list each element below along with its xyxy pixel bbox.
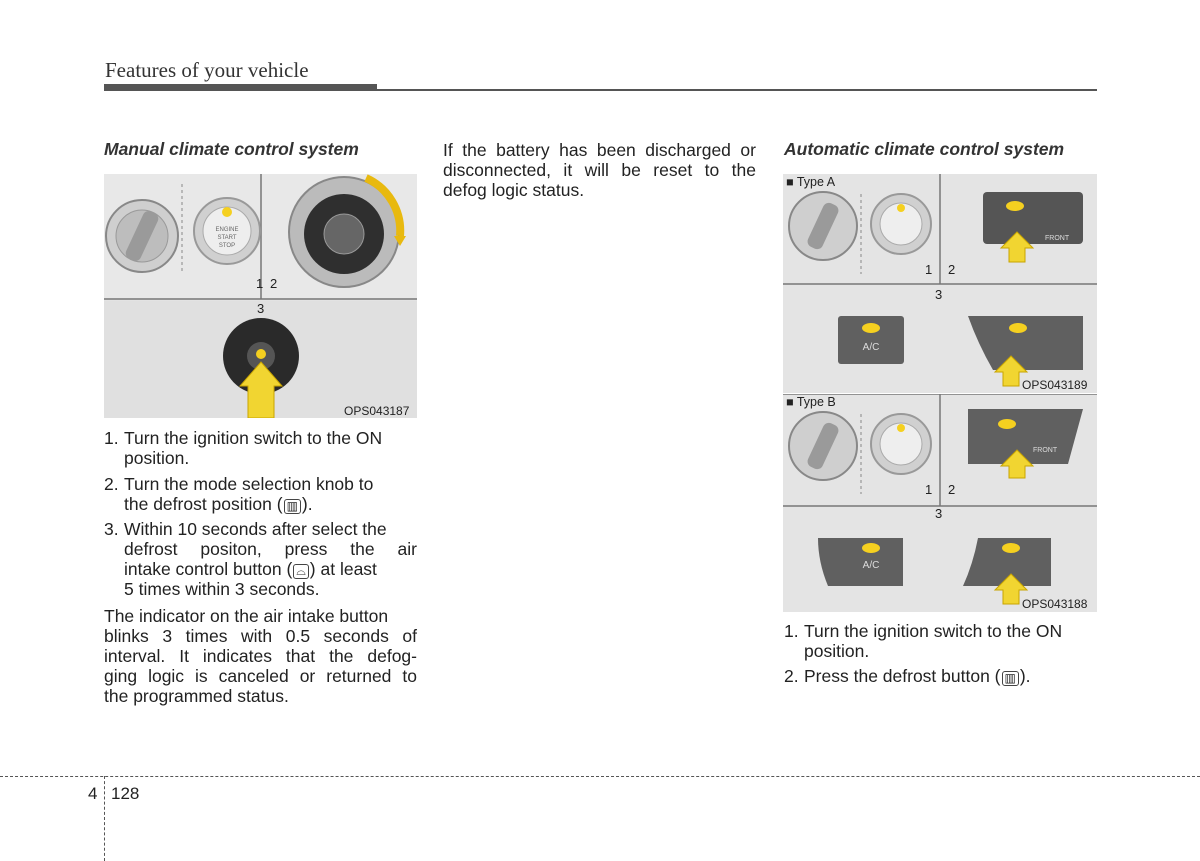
defrost-icon: ▥ — [1002, 671, 1019, 686]
air-intake-icon: ⌓ — [293, 564, 309, 579]
step-fragment: the defrost position ( — [124, 494, 283, 514]
manual-figure — [104, 174, 417, 418]
manual-label-1: 1 — [256, 276, 264, 291]
header-rule — [377, 89, 1097, 91]
page-header-title: Features of your vehicle — [105, 58, 309, 82]
svg-text:STOP: STOP — [218, 243, 236, 249]
manual-illustration — [104, 174, 417, 418]
type-a-label — [786, 175, 835, 189]
step-text — [124, 474, 417, 514]
type-b-label-3: 3 — [935, 506, 943, 521]
automatic-step-1 — [784, 621, 1097, 663]
type-b-label — [786, 395, 836, 409]
type-a-figure-code: OPS043189 — [1022, 378, 1088, 392]
svg-text:ENGINE: ENGINE — [215, 227, 239, 233]
note-line: blinks 3 times with 0.5 seconds of — [104, 626, 417, 646]
step-line — [124, 494, 417, 514]
footer-divider — [104, 776, 105, 861]
step-number: 2. — [104, 474, 119, 494]
svg-text:A/C: A/C — [862, 560, 880, 571]
type-b-label-2: 2 — [948, 482, 956, 497]
manual-figure-code: OPS043187 — [344, 404, 410, 418]
step-line — [124, 559, 417, 579]
manual-label-3: 3 — [257, 301, 265, 316]
note-line: ging logic is canceled or returned to — [104, 666, 417, 686]
battery-note — [443, 140, 756, 200]
step-number: 1. — [104, 428, 119, 448]
note-line: disconnected, it will be reset to the — [443, 160, 756, 180]
type-a-label-3: 3 — [935, 287, 943, 302]
step-line: Turn the mode selection knob to — [124, 474, 374, 494]
type-label-text: Type A — [796, 175, 836, 189]
svg-text:FRONT: FRONT — [1033, 447, 1058, 454]
manual-step-2 — [104, 474, 417, 516]
step-fragment: ). — [1019, 666, 1031, 686]
type-a-figure — [783, 174, 1097, 393]
step-line: Turn the ignition switch to the ON — [124, 428, 383, 448]
step-fragment: intake control button ( — [124, 559, 293, 579]
manual-step-3 — [104, 519, 417, 601]
step-text — [804, 621, 1097, 661]
type-a-label-2: 2 — [948, 262, 956, 277]
step-number: 2. — [784, 666, 799, 686]
manual-step-1 — [104, 428, 417, 470]
type-label-text: Type B — [796, 395, 836, 409]
type-b-figure — [783, 394, 1097, 612]
step-number: 1. — [784, 621, 799, 641]
chapter-number: 4 — [88, 784, 98, 803]
type-b-illustration — [783, 394, 1097, 612]
step-number: 3. — [104, 519, 119, 539]
automatic-step-2 — [784, 666, 1097, 688]
step-fragment: ). — [301, 494, 313, 514]
step-line: position. — [804, 641, 870, 661]
square-bullet: ■ — [786, 395, 794, 409]
step-line: Turn the ignition switch to the ON — [804, 621, 1063, 641]
svg-text:FRONT: FRONT — [1045, 235, 1070, 242]
manual-section-title: Manual climate control system — [104, 139, 359, 159]
type-a-label-1: 1 — [925, 262, 933, 277]
step-line: Within 10 seconds after select the — [124, 519, 387, 539]
type-b-figure-code: OPS043188 — [1022, 597, 1088, 611]
step-text — [124, 519, 417, 599]
header-bar — [104, 84, 377, 91]
manual-label-2: 2 — [270, 276, 278, 291]
type-a-illustration — [783, 174, 1097, 393]
page-number: 128 — [111, 784, 140, 803]
defrost-icon: ▥ — [284, 499, 301, 514]
step-line: defrost positon, press the air — [124, 539, 417, 559]
step-line: position. — [124, 448, 190, 468]
step-text — [124, 428, 417, 468]
automatic-section-title: Automatic climate control system — [784, 139, 1065, 159]
manual-note — [104, 606, 417, 706]
note-line: the programmed status. — [104, 686, 289, 706]
step-text — [804, 666, 1097, 686]
note-line: defog logic status. — [443, 180, 585, 200]
step-line — [804, 666, 1097, 686]
square-bullet: ■ — [786, 175, 794, 189]
svg-text:START: START — [217, 235, 237, 241]
step-fragment: ) at least — [309, 559, 377, 579]
svg-text:A/C: A/C — [862, 342, 880, 353]
step-fragment: Press the defrost button ( — [804, 666, 1001, 686]
type-b-label-1: 1 — [925, 482, 933, 497]
step-line: 5 times within 3 seconds. — [124, 579, 320, 599]
note-line: The indicator on the air intake button — [104, 606, 389, 626]
footer-rule — [0, 776, 1200, 777]
note-line: If the battery has been discharged or — [443, 140, 756, 160]
note-line: interval. It indicates that the defog- — [104, 646, 417, 666]
